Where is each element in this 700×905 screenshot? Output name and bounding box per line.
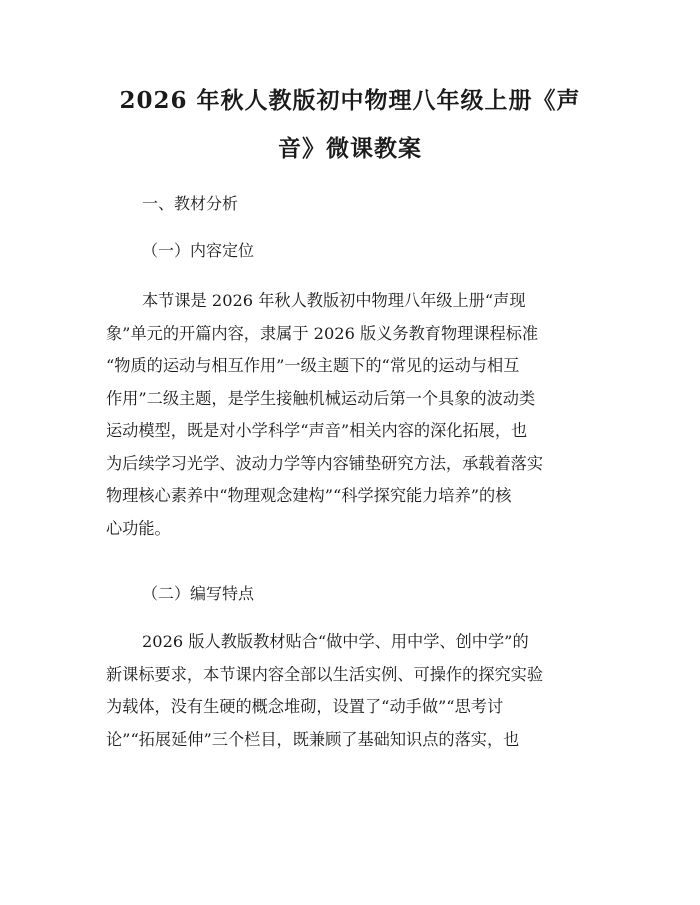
paragraph-line: 运动模型，既是对小学科学“声音”相关内容的深化拓展，也	[106, 421, 528, 440]
paragraph-line: 为载体，没有生硬的概念堆砌，设置了“动手做”“思考讨	[106, 697, 504, 716]
subsection-heading-writing-features: （二）编写特点	[142, 584, 255, 603]
paragraph-line: 本节课是 2026 年秋人教版初中物理八年级上册“声现	[142, 291, 526, 310]
paragraph-line: “物质的运动与相互作用”一级主题下的“常见的运动与相互	[106, 356, 520, 375]
paragraph-line: 物理核心素养中“物理观念建构”“科学探究能力培养”的核	[106, 486, 512, 505]
paragraph-line: 新课标要求，本节课内容全部以生活实例、可操作的探究实验	[106, 664, 544, 684]
paragraph-line: 为后续学习光学、波动力学等内容铺垫研究方法，承载着落实	[106, 453, 544, 473]
paragraph-line: 心功能。	[106, 518, 171, 538]
paragraph-line: 作用”二级主题，是学生接触机械运动后第一个具象的波动类	[106, 388, 536, 408]
paragraph-line: 2026 版人教版教材贴合“做中学、用中学、创中学”的	[142, 632, 529, 651]
document-title-line-1: 2026 年秋人教版初中物理八年级上册《声	[119, 87, 581, 114]
document-title-line-2: 音》微课教案	[278, 135, 422, 162]
paragraph-writing-features	[106, 626, 606, 756]
section-heading-textbook-analysis: 一、教材分析	[142, 194, 239, 213]
subsection-heading-content-positioning: （一）内容定位	[142, 241, 255, 260]
paragraph-line: 论”“拓展延伸”三个栏目，既兼顾了基础知识点的落实，也	[106, 729, 520, 749]
paragraph-line: 象”单元的开篇内容，隶属于 2026 版义务教育物理课程标准	[106, 323, 539, 343]
paragraph-content-positioning	[106, 285, 606, 545]
